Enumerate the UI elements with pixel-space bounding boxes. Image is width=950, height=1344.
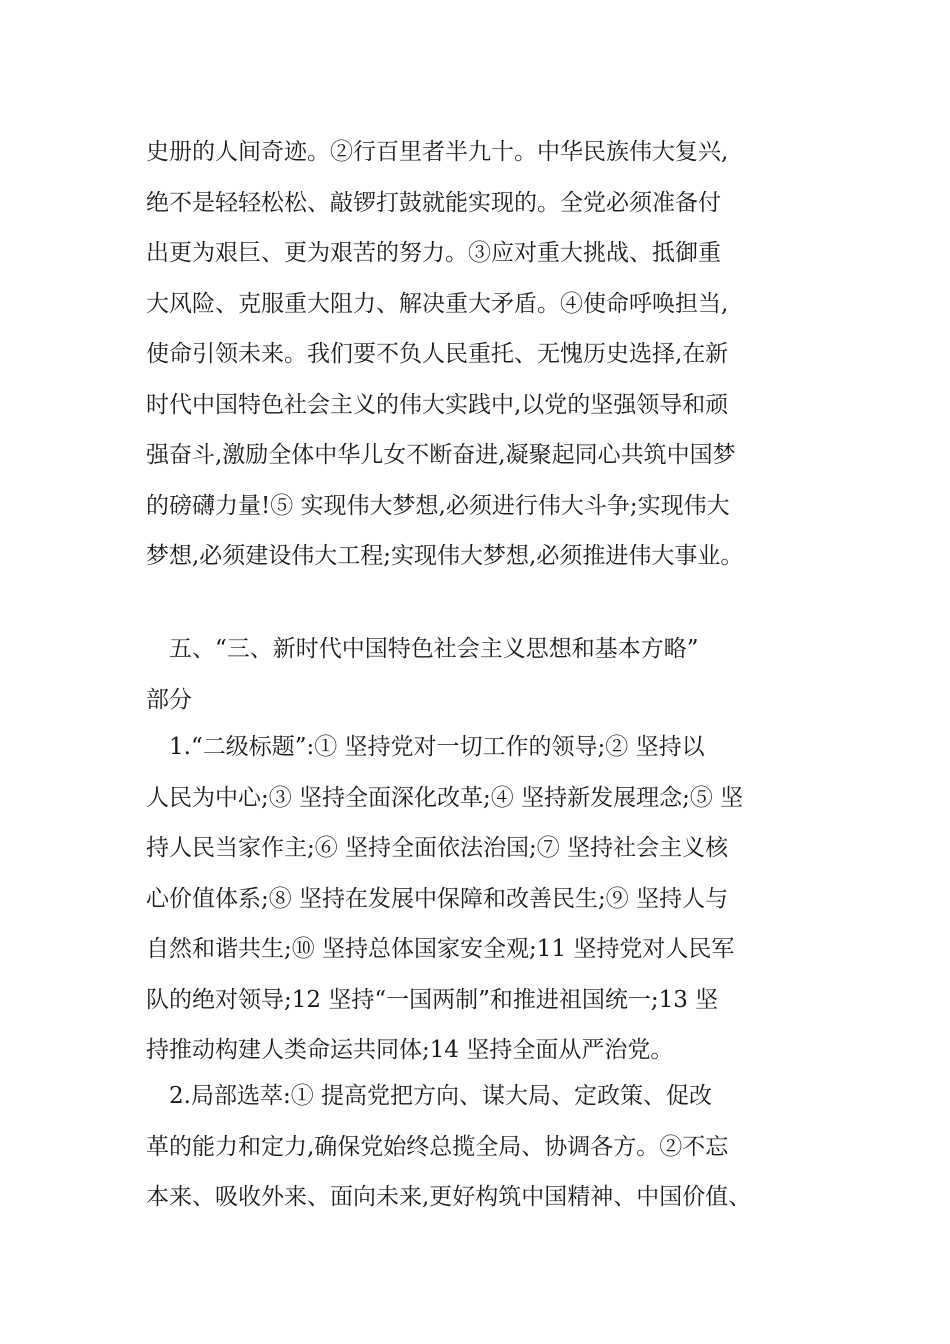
paragraph-second-level-headings xyxy=(146,722,818,1076)
text-line: 大风险、克服重大阻力、解决重大矛盾。④使命呼唤担当, xyxy=(146,290,729,317)
text-line: 自然和谐共生;⑩ 坚持总体国家安全观;11 坚持党对人民军 xyxy=(146,936,735,962)
text-line: 革的能力和定力,确保党始终总揽全局、协调各方。②不忘 xyxy=(146,1133,729,1160)
paragraph-excerpts xyxy=(146,1071,818,1223)
heading-line: 部分 xyxy=(146,686,192,713)
text-line: 出更为艰巨、更为艰苦的努力。③应对重大挑战、抵御重 xyxy=(146,240,721,266)
text-line: 的磅礴力量!⑤ 实现伟大梦想,必须进行伟大斗争;实现伟大 xyxy=(146,492,730,519)
section-heading xyxy=(146,624,818,725)
text-line: 人民为中心;③ 坚持全面深化改革;④ 坚持新发展理念;⑤ 坚 xyxy=(146,784,744,811)
text-line: 2.局部选萃:① 提高党把方向、谋大局、定政策、促改 xyxy=(146,1083,713,1109)
text-line: 史册的人间奇迹。②行百里者半九十。中华民族伟大复兴, xyxy=(146,139,729,165)
text-line: 心价值体系;⑧ 坚持在发展中保障和改善民生;⑨ 坚持人与 xyxy=(146,885,729,912)
heading-line: 五、“三、新时代中国特色社会主义思想和基本方略” xyxy=(146,636,699,662)
text-line: 队的绝对领导;12 坚持“一国两制”和推进祖国统一;13 坚 xyxy=(146,986,719,1013)
text-line: 强奋斗,激励全体中华儿女不断奋进,凝聚起同心共筑中国梦 xyxy=(146,442,736,468)
text-line: 绝不是轻轻松松、敲锣打鼓就能实现的。全党必须准备付 xyxy=(146,189,721,216)
text-line: 梦想,必须建设伟大工程;实现伟大梦想,必须推进伟大事业。 xyxy=(146,543,744,569)
text-line: 时代中国特色社会主义的伟大实践中,以党的坚强领导和顽 xyxy=(146,391,729,418)
text-line: 1.“二级标题”:① 坚持党对一切工作的领导;② 坚持以 xyxy=(146,734,705,760)
text-line: 持人民当家作主;⑥ 坚持全面依法治国;⑦ 坚持社会主义核 xyxy=(146,835,729,861)
text-line: 本来、吸收外来、面向未来,更好构筑中国精神、中国价值、 xyxy=(146,1184,752,1210)
paragraph-continuation xyxy=(146,127,818,582)
text-line: 使命引领未来。我们要不负人民重托、无愧历史选择,在新 xyxy=(146,341,729,367)
text-line: 持推动构建人类命运共同体;14 坚持全面从严治党。 xyxy=(146,1037,674,1063)
